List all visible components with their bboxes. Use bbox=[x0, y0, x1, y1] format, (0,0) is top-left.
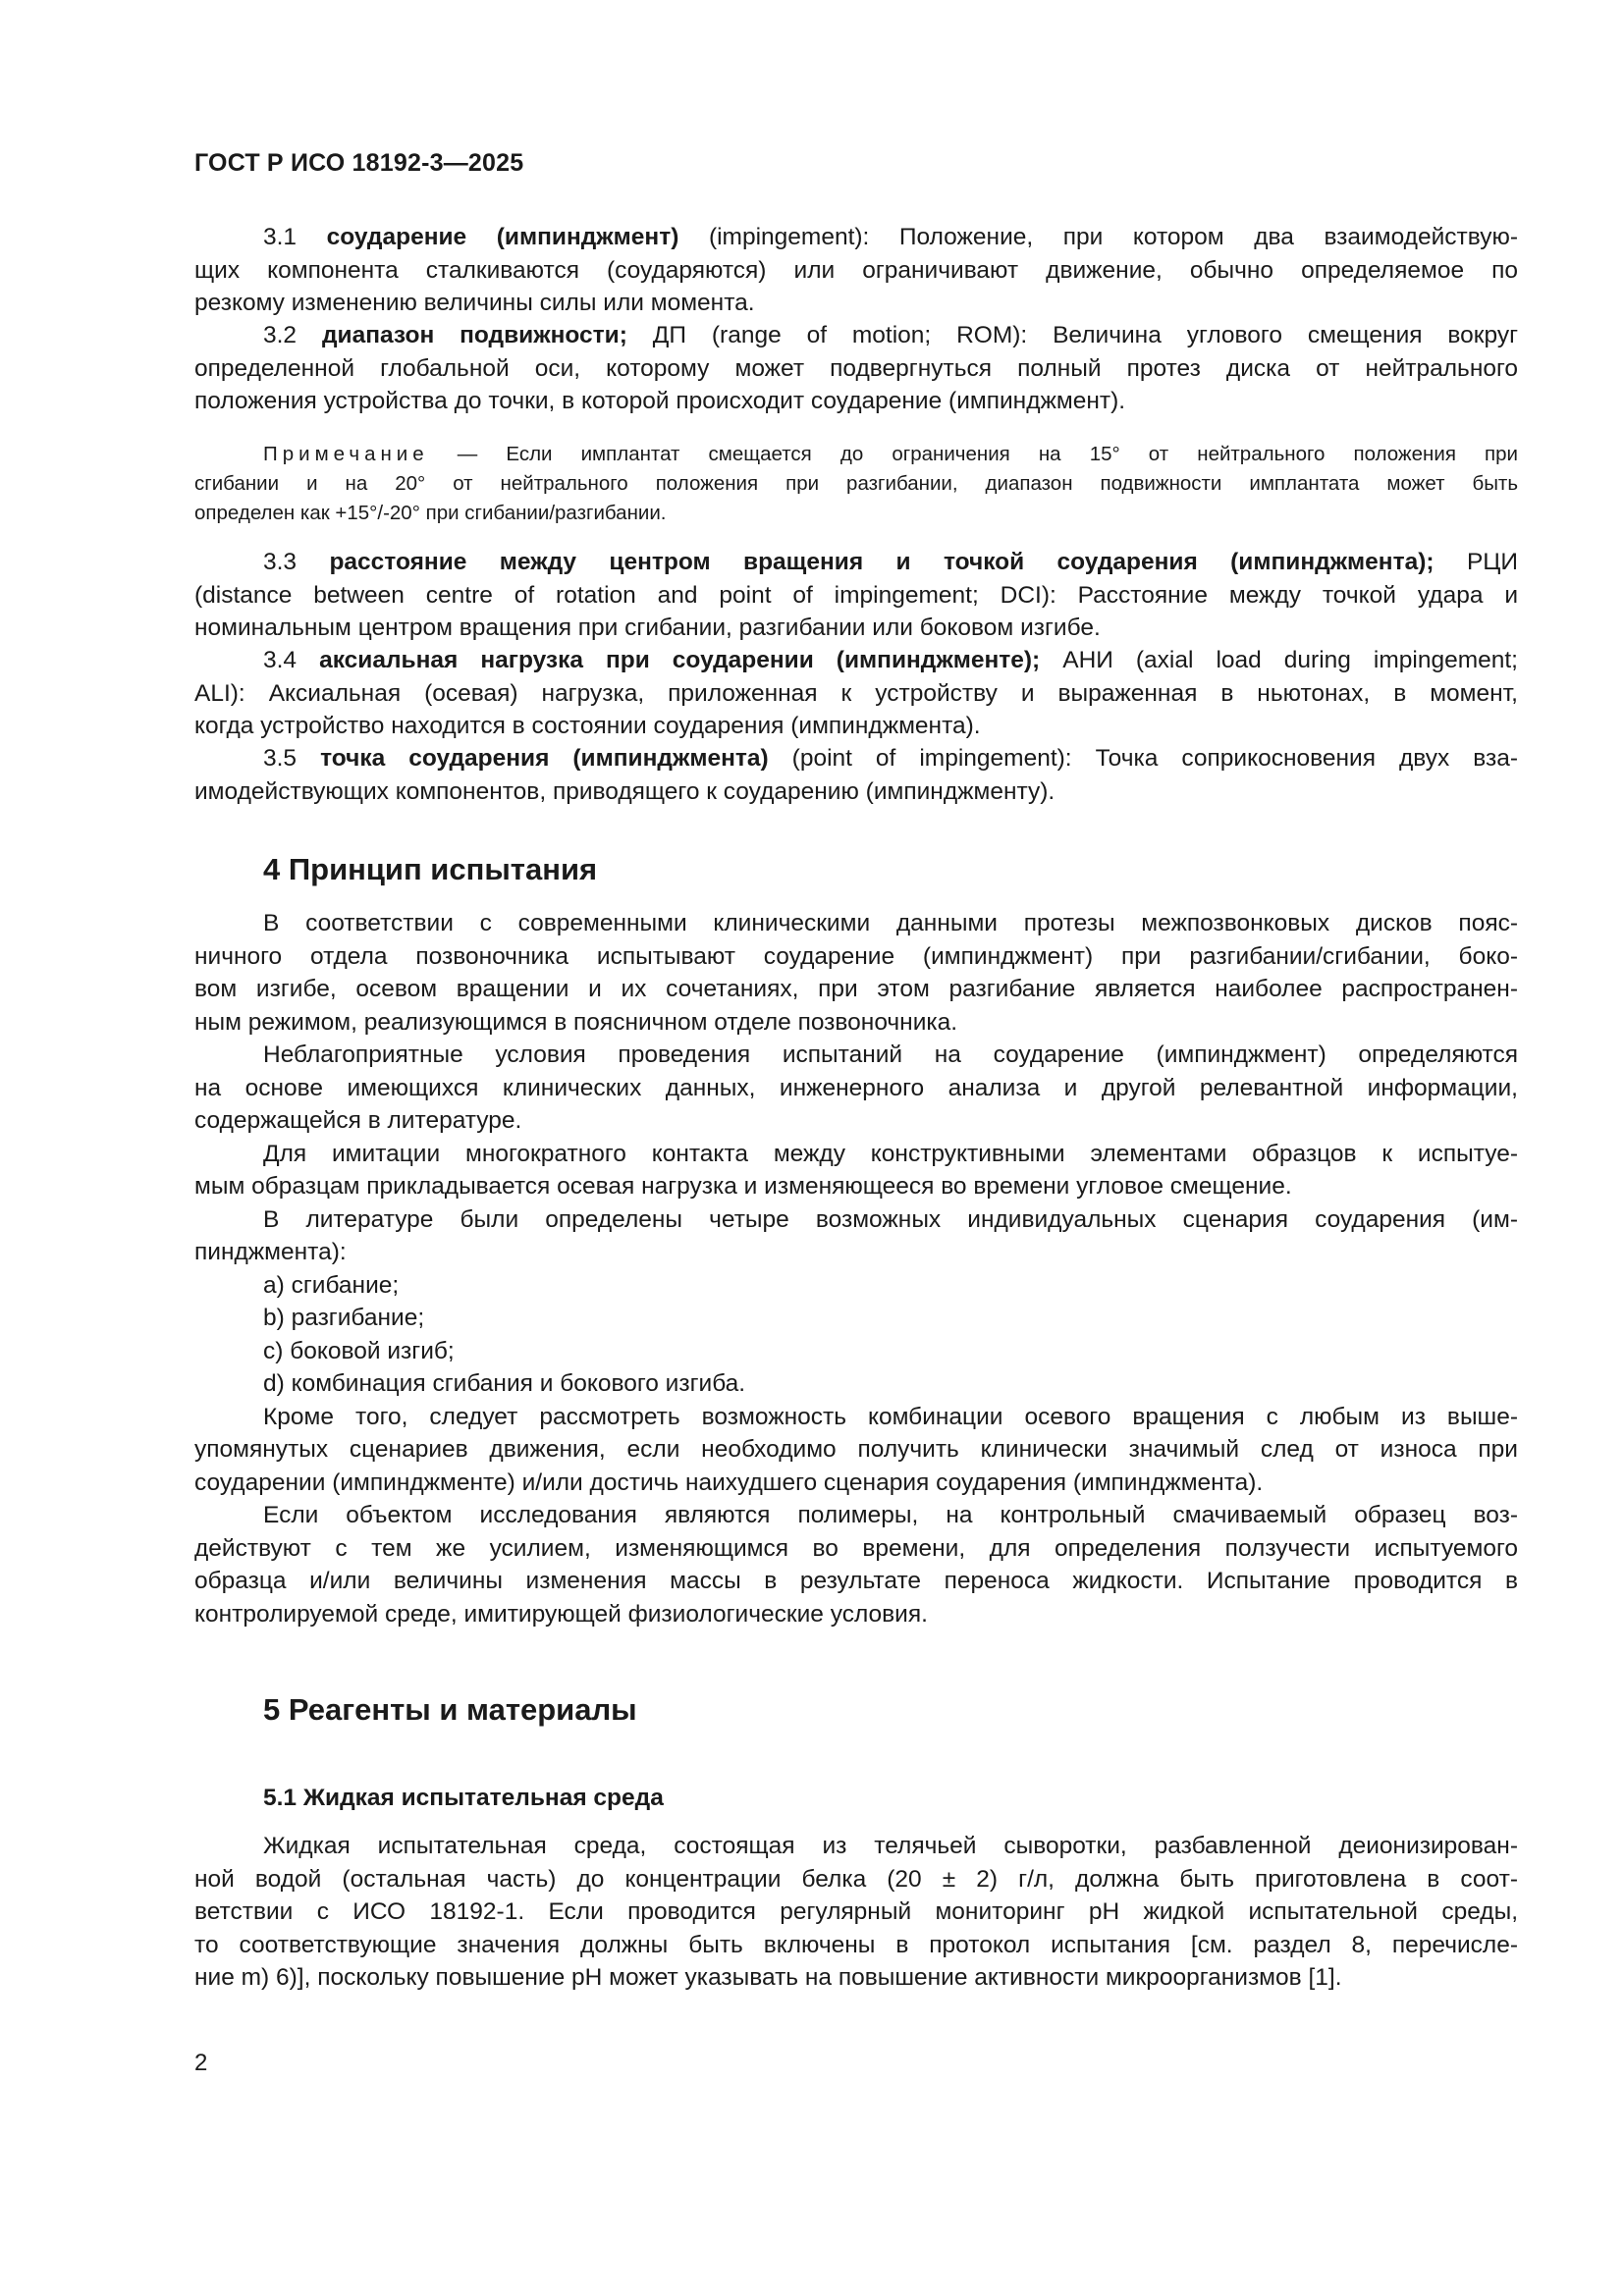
paragraph-line: на основе имеющихся клинических данных, инженерного анализа и другой релевантной информации, bbox=[194, 1074, 1518, 1101]
paragraph-line: ветствии с ИСО 18192-1. Если проводится регулярный мониторинг pH жидкой испытательной среды, bbox=[194, 1898, 1518, 1925]
definition-number: 3.2 bbox=[263, 322, 298, 348]
definition-text: (distance between centre of rotation and point of impingement; DCI): Расстояние между точкой удара и bbox=[194, 581, 1518, 609]
list-item: b) разгибание; bbox=[263, 1305, 425, 1331]
paragraph-line: пинджмента): bbox=[194, 1239, 347, 1265]
definition-3-4 bbox=[194, 644, 1518, 743]
list-item: d) комбинация сгибания и бокового изгиба. bbox=[263, 1370, 746, 1397]
definition-3-1 bbox=[194, 221, 1518, 320]
paragraph-line: то соответствующие значения должны быть включены в протокол испытания [см. раздел 8, перечисле- bbox=[194, 1931, 1518, 1958]
definition-number: 3.5 bbox=[263, 745, 298, 772]
paragraph-line: ничного отдела позвоночника испытывают соударение (импинджмент) при разгибании/сгибании, боко- bbox=[194, 942, 1518, 970]
paragraph-line: Неблагоприятные условия проведения испытаний на соударение (импинджмент) определяются bbox=[263, 1041, 1518, 1068]
paragraph-line: Кроме того, следует рассмотреть возможность комбинации осевого вращения с любым из выше- bbox=[263, 1403, 1518, 1430]
definition-text: определенной глобальной оси, которому может подвергнуться полный протез диска от нейтрального bbox=[194, 354, 1518, 382]
definition-term: точка соударения (импинджмента) bbox=[320, 745, 769, 772]
definition-text: ALI): Аксиальная (осевая) нагрузка, приложенная к устройству и выраженная в ньютонах, в момент, bbox=[194, 679, 1518, 707]
definition-term: аксиальная нагрузка при соударении (импинджменте); bbox=[319, 647, 1041, 673]
definition-text: (impingement): Положение, при котором два взаимодействую- bbox=[708, 224, 1519, 250]
list-item: a) сгибание; bbox=[263, 1271, 400, 1299]
section-4-heading: 4 Принцип испытания bbox=[263, 852, 598, 886]
definition-text: щих компонента сталкиваются (соударяются) или ограничивают движение, обычно определяемое по bbox=[194, 256, 1518, 284]
definition-term: соударение (импинджмент) bbox=[326, 224, 679, 250]
paragraph-line: образца и/или величины изменения массы в результате переноса жидкости. Испытание проводится в bbox=[194, 1568, 1518, 1594]
paragraph-line: Для имитации многократного контакта между конструктивными элементами образцов к испытуе- bbox=[263, 1140, 1518, 1167]
definition-number: 3.3 bbox=[263, 549, 298, 575]
definition-text: (point of impingement): Точка соприкосновения двух вза- bbox=[791, 745, 1518, 772]
definition-text: положения устройства до точки, в которой происходит соударение (импинджмент). bbox=[194, 388, 1126, 414]
definition-text: имодействующих компонентов, приводящего к соударению (импинджменту). bbox=[194, 777, 1056, 805]
definition-text: когда устройство находится в состоянии соударения (импинджмента). bbox=[194, 713, 981, 739]
paragraph-line: Жидкая испытательная среда, состоящая из телячьей сыворотки, разбавленной деионизирован- bbox=[263, 1833, 1518, 1859]
paragraph-line: действуют с тем же усилием, изменяющимся во времени, для определения ползучести испытуемого bbox=[194, 1534, 1518, 1562]
note-text: определен как +15°/-20° при сгибании/разгибании. bbox=[194, 502, 667, 524]
paragraph-line: В соответствии с современными клиническими данными протезы межпозвонковых дисков пояс- bbox=[263, 910, 1518, 936]
paragraph-line: мым образцам прикладывается осевая нагрузка и изменяющееся во времени угловое смещение. bbox=[194, 1173, 1292, 1200]
note-label: Примечание bbox=[263, 443, 429, 465]
definition-number: 3.1 bbox=[263, 224, 298, 250]
definition-text: АНИ (axial load during impingement; bbox=[1062, 647, 1518, 673]
paragraph-line: соударении (импинджменте) и/или достичь наихудшего сценария соударения (импинджмента). bbox=[194, 1468, 1264, 1496]
definition-3-5 bbox=[194, 742, 1518, 808]
document-header: ГОСТ Р ИСО 18192-3—2025 bbox=[194, 149, 524, 177]
section-4-paragraph-1 bbox=[194, 907, 1518, 1630]
definition-text: номинальным центром вращения при сгибании, разгибании или боковом изгибе. bbox=[194, 614, 1101, 641]
paragraph-line: упомянутых сценариев движения, если необходимо получить клинически значимый след от износа при bbox=[194, 1436, 1518, 1463]
definition-3-3 bbox=[194, 546, 1518, 645]
definition-text: РЦИ bbox=[1466, 549, 1519, 575]
note-text: сгибании и на 20° от нейтрального положения при разгибании, диапазон подвижности имплантата может быть bbox=[194, 472, 1518, 495]
paragraph-line: В литературе были определены четыре возможных индивидуальных сценария соударения (им- bbox=[263, 1205, 1518, 1233]
definition-text: резкому изменению величины силы или момента. bbox=[194, 290, 755, 316]
paragraph-line: ной водой (остальная часть) до концентрации белка (20 ± 2) г/л, должна быть приготовлена в соот- bbox=[194, 1865, 1518, 1893]
section-5-1-heading: 5.1 Жидкая испытательная среда bbox=[263, 1785, 664, 1811]
paragraph-line: ным режимом, реализующимся в поясничном отделе позвоночника. bbox=[194, 1008, 958, 1036]
section-5-1-paragraph bbox=[194, 1830, 1518, 1995]
note-text: — Если имплантат смещается до ограничения на 15° от нейтрального положения при bbox=[457, 443, 1518, 465]
paragraph-line: содержащейся в литературе. bbox=[194, 1107, 522, 1134]
definition-term: диапазон подвижности; bbox=[321, 322, 627, 348]
section-5-heading: 5 Реагенты и материалы bbox=[263, 1692, 637, 1727]
definition-number: 3.4 bbox=[263, 647, 298, 673]
definition-3-2 bbox=[194, 319, 1518, 418]
paragraph-line: ние m) 6)], поскольку повышение pH может указывать на повышение активности микроорганизмов [1]. bbox=[194, 1964, 1342, 1991]
note bbox=[194, 440, 1518, 528]
paragraph-line: контролируемой среде, имитирующей физиологические условия. bbox=[194, 1600, 928, 1628]
list-item: c) боковой изгиб; bbox=[263, 1337, 455, 1364]
paragraph-line: вом изгибе, осевом вращении и их сочетаниях, при этом разгибание является наиболее распространен- bbox=[194, 976, 1518, 1002]
definition-term: расстояние между центром вращения и точкой соударения (импинджмента); bbox=[329, 549, 1435, 575]
definition-text: ДП (range of motion; ROM): Величина углового смещения вокруг bbox=[652, 322, 1519, 348]
paragraph-line: Если объектом исследования являются полимеры, на контрольный смачиваемый образец воз- bbox=[263, 1502, 1518, 1528]
page-number: 2 bbox=[194, 2050, 208, 2076]
